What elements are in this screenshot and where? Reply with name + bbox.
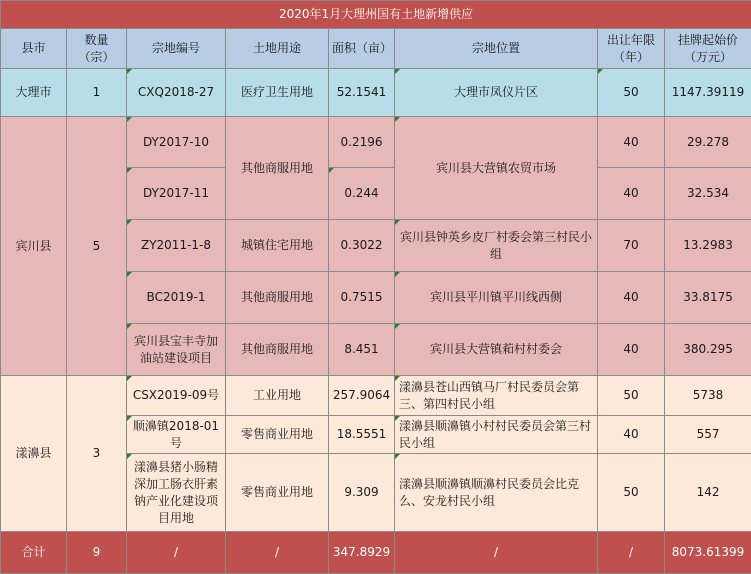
parcel-no-cell: CXQ2018-27 <box>127 69 226 117</box>
area-cell: 9.309 <box>329 454 395 532</box>
header-price <box>665 29 751 69</box>
area-cell: 52.1541 <box>329 69 395 117</box>
term-cell: 40 <box>598 324 665 376</box>
total-area: 347.8929 <box>329 532 395 574</box>
price-cell: 13.2983 <box>665 220 751 272</box>
total-row <box>1 532 751 574</box>
parcel-no-cell: 顺濞镇2018-01号 <box>127 416 226 454</box>
header-use: 土地用途 <box>226 29 329 69</box>
county-cell: 大理市 <box>1 69 67 117</box>
parcel-no-cell: BC2019-1 <box>127 272 226 324</box>
location-cell: 漾濞县顺濞镇顺濞村民委员会比克么、安龙村民小组 <box>395 454 598 532</box>
use-cell: 城镇住宅用地 <box>226 220 329 272</box>
price-cell: 32.534 <box>665 168 751 220</box>
term-cell: 50 <box>598 69 665 117</box>
use-cell: 工业用地 <box>226 376 329 416</box>
area-cell: 0.244 <box>329 168 395 220</box>
location-cell: 漾濞县顺濞镇小村村民委员会第三村民小组 <box>395 416 598 454</box>
header-parcel-no: 宗地编号 <box>127 29 226 69</box>
parcel-no-cell: CSX2019-09号 <box>127 376 226 416</box>
term-cell: 40 <box>598 168 665 220</box>
total-parcel-no: / <box>127 532 226 574</box>
header-location: 宗地位置 <box>395 29 598 69</box>
location-cell: 宾川县钟英乡皮厂村委会第三村民小组 <box>395 220 598 272</box>
use-cell: 其他商服用地 <box>226 324 329 376</box>
parcel-no-cell: DY2017-11 <box>127 168 226 220</box>
parcel-no-cell: 漾濞县猪小肠精深加工肠衣肝素钠产业化建设项目用地 <box>127 454 226 532</box>
location-cell: 宾川县大营镇农贸市场 <box>395 117 598 220</box>
price-cell: 557 <box>665 416 751 454</box>
term-cell: 40 <box>598 272 665 324</box>
use-cell: 零售商业用地 <box>226 454 329 532</box>
price-cell: 1147.39119 <box>665 69 751 117</box>
location-cell: 漾濞县苍山西镇马厂村民委员会第三、第四村民小组 <box>395 376 598 416</box>
price-cell: 33.8175 <box>665 272 751 324</box>
area-cell: 0.7515 <box>329 272 395 324</box>
county-cell: 漾濞县 <box>1 376 67 532</box>
total-label: 合计 <box>1 532 67 574</box>
header-county: 县市 <box>1 29 67 69</box>
area-cell: 257.9064 <box>329 376 395 416</box>
price-cell: 380.295 <box>665 324 751 376</box>
location-cell: 宾川县大营镇萂村村委会 <box>395 324 598 376</box>
count-cell: 3 <box>67 376 127 532</box>
header-area: 面积（亩） <box>329 29 395 69</box>
use-cell: 其他商服用地 <box>226 272 329 324</box>
parcel-no-cell: 宾川县宝丰寺加油站建设项目 <box>127 324 226 376</box>
parcel-no-cell: DY2017-10 <box>127 117 226 168</box>
use-cell: 零售商业用地 <box>226 416 329 454</box>
term-cell: 50 <box>598 376 665 416</box>
table-title: 2020年1月大理州国有土地新增供应 <box>1 1 751 29</box>
total-price: 8073.61399 <box>665 532 751 574</box>
county-cell: 宾川县 <box>1 117 67 376</box>
total-location: / <box>395 532 598 574</box>
table-row <box>1 376 751 416</box>
term-cell: 50 <box>598 454 665 532</box>
term-cell: 40 <box>598 416 665 454</box>
header-count-text: 数量 （宗） <box>78 33 114 64</box>
use-cell: 其他商服用地 <box>226 117 329 220</box>
area-cell: 0.3022 <box>329 220 395 272</box>
header-price-text: 挂牌起始价 （万元） <box>678 33 738 64</box>
area-cell: 18.5551 <box>329 416 395 454</box>
location-cell: 大理市凤仪片区 <box>395 69 598 117</box>
table-row <box>1 117 751 168</box>
price-cell: 29.278 <box>665 117 751 168</box>
count-cell: 1 <box>67 69 127 117</box>
header-term <box>598 29 665 69</box>
price-cell: 5738 <box>665 376 751 416</box>
total-use: / <box>226 532 329 574</box>
header-count <box>67 29 127 69</box>
term-cell: 70 <box>598 220 665 272</box>
table-row <box>1 69 751 117</box>
count-cell: 5 <box>67 117 127 376</box>
total-count: 9 <box>67 532 127 574</box>
price-cell: 142 <box>665 454 751 532</box>
area-cell: 8.451 <box>329 324 395 376</box>
use-cell: 医疗卫生用地 <box>226 69 329 117</box>
area-cell: 0.2196 <box>329 117 395 168</box>
header-row <box>1 29 751 69</box>
total-term: / <box>598 532 665 574</box>
location-cell: 宾川县平川镇平川线西侧 <box>395 272 598 324</box>
term-cell: 40 <box>598 117 665 168</box>
header-term-text: 出让年限 （年） <box>607 33 655 64</box>
parcel-no-cell: ZY2011-1-8 <box>127 220 226 272</box>
